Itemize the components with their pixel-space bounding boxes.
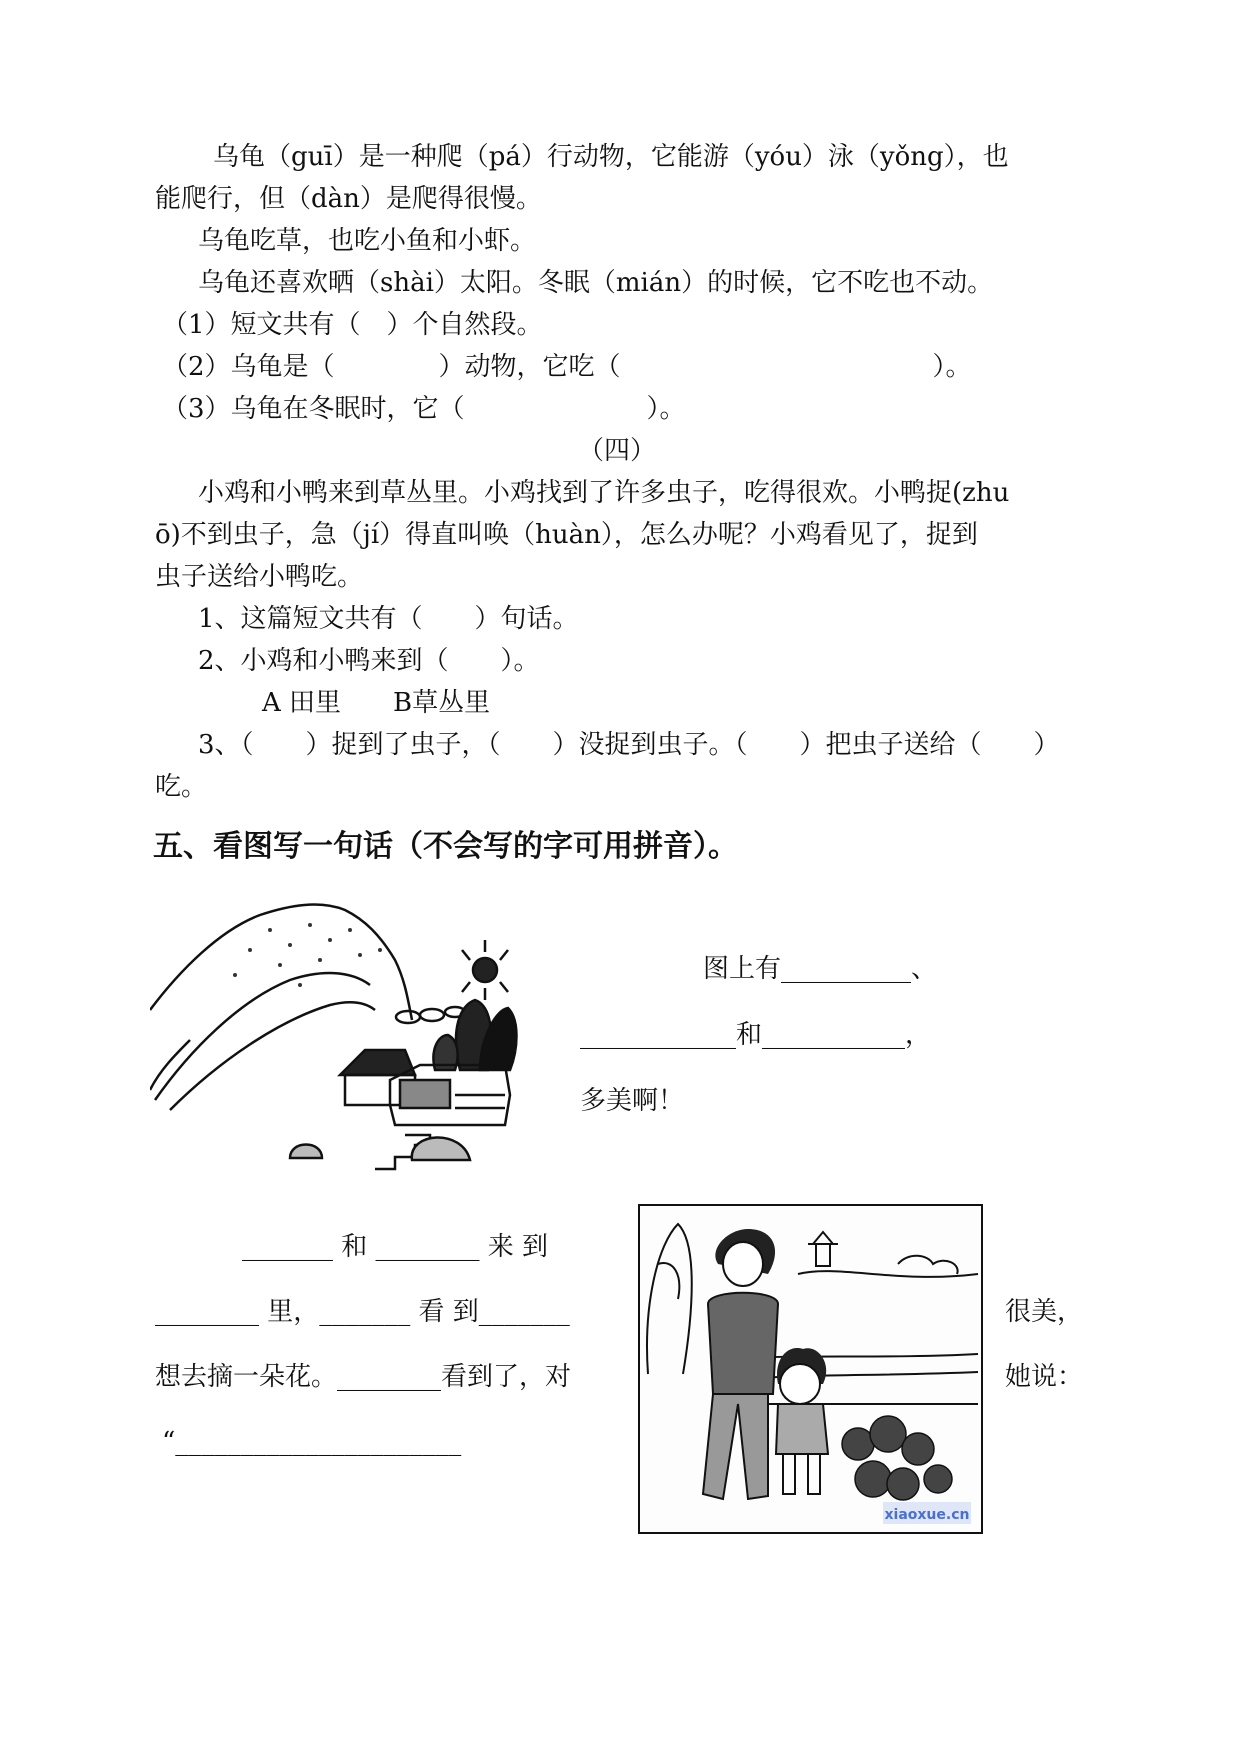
passage4-question3-line1: 3、（ ）捉到了虫子，（ ）没捉到虫子。（ ）把虫子送给（ ） (198, 730, 1060, 760)
passage4-line1: 小鸡和小鸭来到草丛里。小鸡找到了许多虫子，吃得很欢。小鸭捉(zhu (198, 478, 1010, 508)
picture1-sentence-line2: ____________和___________， (580, 1020, 932, 1050)
passage3-question2: （2）乌龟是（ ）动物，它吃（ ）。 (162, 352, 972, 382)
passage4-line3: 虫子送给小鸭吃。 (155, 562, 364, 592)
watermark-text: xiaoxue.cn (884, 1507, 970, 1523)
passage4-question1: 1、这篇短文共有（ ）句话。 (198, 604, 579, 634)
picture2-sentence-line2: ________ 里，_______ 看 到_______ (155, 1297, 570, 1327)
picture2-sentence-line3-right: 她说： (1005, 1362, 1084, 1392)
passage4-question3-line2: 吃。 (155, 772, 208, 802)
passage3-line1: 乌龟（guī）是一种爬（pá）行动物，它能游（yóu）泳（yǒng），也 (213, 142, 1009, 172)
picture1-sentence-line3: 多美啊！ (580, 1086, 685, 1116)
picture1-sentence-line1: 图上有__________、 (703, 954, 938, 984)
passage4-heading: （四） (578, 436, 657, 466)
passage3-question3: （3）乌龟在冬眠时，它（ ）。 (162, 394, 686, 424)
passage3-paragraph3: 乌龟还喜欢晒（shài）太阳。冬眠（mián）的时候，它不吃也不动。 (198, 268, 994, 298)
picture2-sentence-line3: 想去摘一朵花。________看到了，对 (155, 1362, 572, 1392)
picture2-sentence-line4: “______________________ (162, 1427, 462, 1457)
picture2-sentence-line2-right: 很美， (1005, 1297, 1084, 1327)
passage3-line2: 能爬行，但（dàn）是爬得很慢。 (155, 184, 542, 214)
mother-and-girl-illustration (638, 1204, 983, 1534)
passage3-paragraph2: 乌龟吃草，也吃小鱼和小虾。 (198, 226, 537, 256)
picture2-sentence-line1: _______ 和 ________ 来 到 (242, 1232, 549, 1262)
passage4-line2: ō)不到虫子，急（jí）得直叫唤（huàn），怎么办呢？小鸡看见了，捉到 (155, 520, 978, 550)
mountain-landscape-illustration (150, 890, 550, 1190)
passage4-question2: 2、小鸡和小鸭来到（ ）。 (198, 646, 540, 676)
passage3-question1: （1）短文共有（ ）个自然段。 (162, 310, 543, 340)
section5-title: 五、看图写一句话（不会写的字可用拼音）。 (153, 829, 738, 864)
passage4-question2-options: A 田里 B草丛里 (262, 688, 491, 718)
